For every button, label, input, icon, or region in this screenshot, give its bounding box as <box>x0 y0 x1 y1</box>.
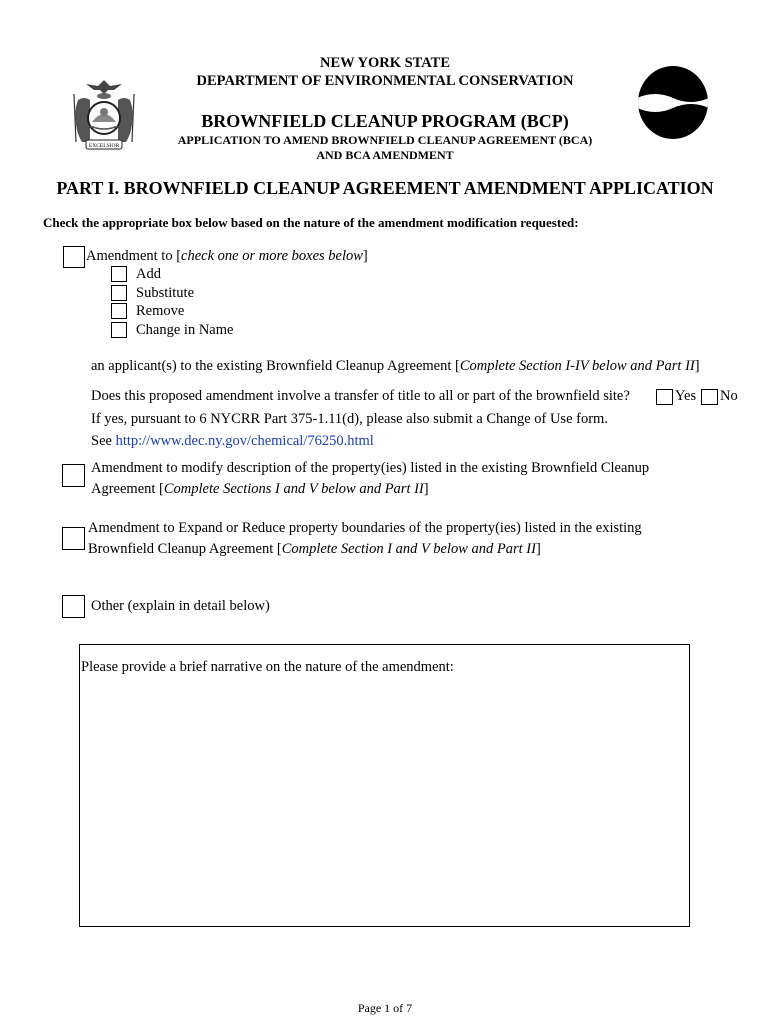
remove-label: Remove <box>136 303 185 319</box>
instruction-text: Check the appropriate box below based on the nature of the amendment modification requested: <box>43 215 579 230</box>
expand-reduce-line-1: Amendment to Expand or Reduce property boundaries of the property(ies) listed in the existing <box>88 520 642 536</box>
narrative-textarea[interactable] <box>79 644 690 927</box>
substitute-checkbox[interactable] <box>111 285 127 301</box>
modify-description-line-1: Amendment to modify description of the property(ies) listed in the existing Brownfield Cleanup <box>91 460 650 476</box>
transfer-yes-checkbox[interactable] <box>656 389 673 405</box>
change-in-name-checkbox[interactable] <box>111 322 127 338</box>
remove-checkbox[interactable] <box>111 303 127 319</box>
subtitle-line-2: AND BCA AMENDMENT <box>316 148 454 162</box>
expand-reduce-line-2: Brownfield Cleanup Agreement [Complete Section I and V below and Part II] <box>88 541 541 557</box>
other-label: Other (explain in detail below) <box>91 598 270 614</box>
see-link-line: See http://www.dec.ny.gov/chemical/76250.html <box>91 433 374 449</box>
expand-reduce-checkbox[interactable] <box>62 527 85 550</box>
header-department: DEPARTMENT OF ENVIRONMENTAL CONSERVATION <box>196 73 574 89</box>
change-of-use-link[interactable]: http://www.dec.ny.gov/chemical/76250.html <box>115 433 374 449</box>
change-in-name-label: Change in Name <box>136 322 234 338</box>
modify-description-checkbox[interactable] <box>62 464 85 487</box>
add-label: Add <box>136 266 161 282</box>
modify-description-line-2: Agreement [Complete Sections I and V below and Part II] <box>91 481 429 497</box>
other-checkbox[interactable] <box>62 595 85 618</box>
substitute-label: Substitute <box>136 285 195 301</box>
header-state: NEW YORK STATE <box>320 55 450 71</box>
amendment-to-checkbox[interactable] <box>63 246 85 268</box>
program-title: BROWNFIELD CLEANUP PROGRAM (BCP) <box>201 111 569 131</box>
transfer-no-checkbox[interactable] <box>701 389 718 405</box>
amendment-to-label: Amendment to [check one or more boxes below] <box>86 248 368 264</box>
narrative-prompt: Please provide a brief narrative on the nature of the amendment: <box>81 659 454 675</box>
transfer-yes-label: Yes <box>675 388 697 404</box>
applicant-text: an applicant(s) to the existing Brownfield Cleanup Agreement [Complete Section I-IV below and Part II] <box>91 358 700 374</box>
transfer-question: Does this proposed amendment involve a transfer of title to all or part of the brownfield site? <box>91 388 630 404</box>
add-checkbox[interactable] <box>111 266 127 282</box>
if-yes-text: If yes, pursuant to 6 NYCRR Part 375-1.11(d), please also submit a Change of Use form. <box>91 411 608 427</box>
subtitle-line-1: APPLICATION TO AMEND BROWNFIELD CLEANUP AGREEMENT (BCA) <box>177 133 593 147</box>
part-title: PART I. BROWNFIELD CLEANUP AGREEMENT AMENDMENT APPLICATION <box>56 178 714 198</box>
page-number: Page 1 of 7 <box>357 1001 413 1015</box>
seal-banner-text: EXCELSIOR <box>88 143 120 149</box>
transfer-no-label: No <box>720 388 738 404</box>
